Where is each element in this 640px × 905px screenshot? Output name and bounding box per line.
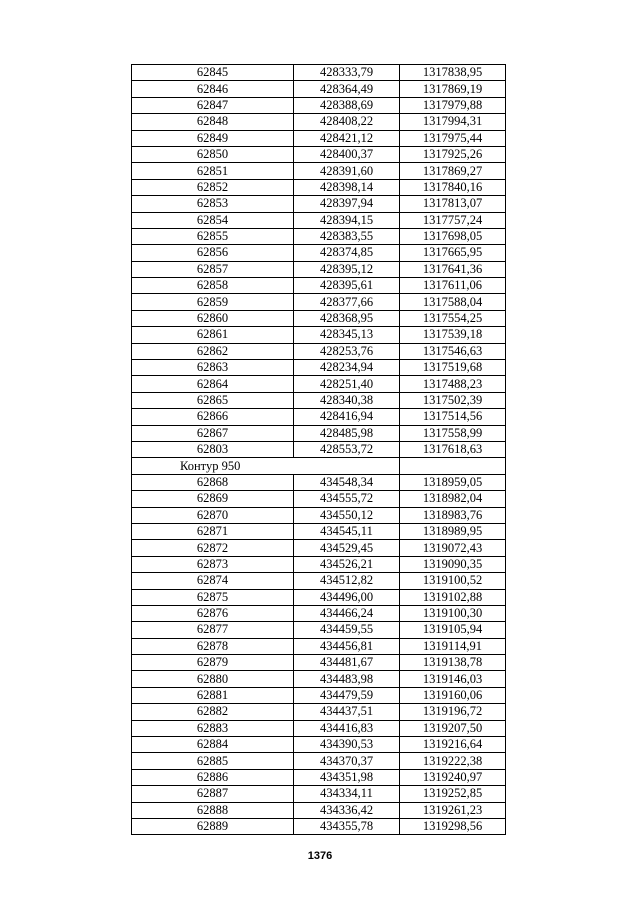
x-coordinate-cell: 428485,98	[294, 425, 400, 441]
x-coordinate-cell: 428368,95	[294, 310, 400, 326]
x-coordinate-cell: 434370,37	[294, 753, 400, 769]
x-coordinate-cell: 428364,49	[294, 81, 400, 97]
table-row	[132, 769, 506, 785]
x-coordinate-cell: 428398,14	[294, 179, 400, 195]
y-coordinate-cell: 1317519,68	[400, 360, 506, 376]
table-row	[132, 278, 506, 294]
table-row	[132, 163, 506, 179]
y-coordinate-cell: 1319222,38	[400, 753, 506, 769]
table-row	[132, 573, 506, 589]
y-coordinate-cell: 1319090,35	[400, 556, 506, 572]
table-row	[132, 294, 506, 310]
point-id-cell: 62855	[132, 228, 294, 244]
point-id-cell: 62852	[132, 179, 294, 195]
x-coordinate-cell: 428395,12	[294, 261, 400, 277]
y-coordinate-cell: 1319196,72	[400, 704, 506, 720]
x-coordinate-cell: 434416,83	[294, 720, 400, 736]
y-coordinate-cell: 1317698,05	[400, 228, 506, 244]
x-coordinate-cell: 434459,55	[294, 622, 400, 638]
y-coordinate-cell: 1318983,76	[400, 507, 506, 523]
point-id-cell: 62845	[132, 65, 294, 81]
point-id-cell: 62889	[132, 818, 294, 834]
point-id-cell: 62868	[132, 474, 294, 490]
y-coordinate-cell: 1319261,23	[400, 802, 506, 818]
point-id-cell: 62885	[132, 753, 294, 769]
table-row	[132, 786, 506, 802]
x-coordinate-cell: 428345,13	[294, 327, 400, 343]
table-row	[132, 409, 506, 425]
x-coordinate-cell: 434526,21	[294, 556, 400, 572]
y-coordinate-cell: 1317618,63	[400, 441, 506, 457]
y-coordinate-cell: 1317994,31	[400, 114, 506, 130]
point-id-cell: 62881	[132, 687, 294, 703]
y-coordinate-cell: 1319138,78	[400, 655, 506, 671]
y-coordinate-cell: 1317665,95	[400, 245, 506, 261]
y-coordinate-cell: 1317979,88	[400, 97, 506, 113]
table-row	[132, 146, 506, 162]
point-id-cell: 62867	[132, 425, 294, 441]
y-coordinate-cell: 1319102,88	[400, 589, 506, 605]
x-coordinate-cell: 434456,81	[294, 638, 400, 654]
point-id-cell: 62872	[132, 540, 294, 556]
x-coordinate-cell: 428374,85	[294, 245, 400, 261]
y-coordinate-cell: 1317840,16	[400, 179, 506, 195]
page-number: 1376	[307, 850, 333, 862]
y-coordinate-cell: 1318989,95	[400, 523, 506, 539]
y-coordinate-cell: 1319160,06	[400, 687, 506, 703]
x-coordinate-cell: 434481,67	[294, 655, 400, 671]
x-coordinate-cell: 434483,98	[294, 671, 400, 687]
x-coordinate-cell: 434529,45	[294, 540, 400, 556]
y-coordinate-cell: 1318959,05	[400, 474, 506, 490]
table-row	[132, 310, 506, 326]
x-coordinate-cell: 434550,12	[294, 507, 400, 523]
point-id-cell: 62848	[132, 114, 294, 130]
table-row	[132, 589, 506, 605]
y-coordinate-cell: 1317514,56	[400, 409, 506, 425]
table-row	[132, 179, 506, 195]
point-id-cell: 62858	[132, 278, 294, 294]
y-coordinate-cell: 1319100,52	[400, 573, 506, 589]
x-coordinate-cell: 428391,60	[294, 163, 400, 179]
point-id-cell: 62864	[132, 376, 294, 392]
table-row	[132, 376, 506, 392]
table-row	[132, 228, 506, 244]
point-id-cell: 62888	[132, 802, 294, 818]
y-coordinate-cell: 1319240,97	[400, 769, 506, 785]
table-row	[132, 327, 506, 343]
table-row	[132, 212, 506, 228]
y-coordinate-cell: 1319114,91	[400, 638, 506, 654]
x-coordinate-cell: 434479,59	[294, 687, 400, 703]
coordinates-table-body	[132, 65, 506, 835]
point-id-cell: 62874	[132, 573, 294, 589]
x-coordinate-cell: 434355,78	[294, 818, 400, 834]
point-id-cell: 62857	[132, 261, 294, 277]
point-id-cell: 62849	[132, 130, 294, 146]
point-id-cell: 62853	[132, 196, 294, 212]
y-coordinate-cell: 1318982,04	[400, 491, 506, 507]
y-coordinate-cell: 1319105,94	[400, 622, 506, 638]
table-row	[132, 737, 506, 753]
point-id-cell: 62871	[132, 523, 294, 539]
table-row	[132, 605, 506, 621]
table-row	[132, 556, 506, 572]
point-id-cell: 62863	[132, 360, 294, 376]
x-coordinate-cell: 428408,22	[294, 114, 400, 130]
coordinates-table	[131, 64, 506, 835]
y-coordinate-cell: 1319207,50	[400, 720, 506, 736]
x-coordinate-cell: 434351,98	[294, 769, 400, 785]
x-coordinate-cell: 428234,94	[294, 360, 400, 376]
table-row	[132, 360, 506, 376]
point-id-cell: 62862	[132, 343, 294, 359]
x-coordinate-cell: 434466,24	[294, 605, 400, 621]
table-row	[132, 441, 506, 457]
table-row	[132, 523, 506, 539]
x-coordinate-cell: 428395,61	[294, 278, 400, 294]
table-row	[132, 114, 506, 130]
x-coordinate-cell: 434555,72	[294, 491, 400, 507]
table-row	[132, 655, 506, 671]
section-label: Контур 950	[132, 458, 400, 474]
x-coordinate-cell: 428553,72	[294, 441, 400, 457]
table-row	[132, 261, 506, 277]
point-id-cell: 62887	[132, 786, 294, 802]
point-id-cell: 62875	[132, 589, 294, 605]
x-coordinate-cell: 434334,11	[294, 786, 400, 802]
point-id-cell: 62879	[132, 655, 294, 671]
y-coordinate-cell: 1317558,99	[400, 425, 506, 441]
point-id-cell: 62883	[132, 720, 294, 736]
y-coordinate-cell: 1319252,85	[400, 786, 506, 802]
table-row	[132, 704, 506, 720]
table-row	[132, 802, 506, 818]
x-coordinate-cell: 428394,15	[294, 212, 400, 228]
table-row	[132, 245, 506, 261]
y-coordinate-cell: 1317539,18	[400, 327, 506, 343]
point-id-cell: 62854	[132, 212, 294, 228]
y-coordinate-cell: 1319216,64	[400, 737, 506, 753]
point-id-cell: 62850	[132, 146, 294, 162]
point-id-cell: 62859	[132, 294, 294, 310]
table-row	[132, 622, 506, 638]
x-coordinate-cell: 434496,00	[294, 589, 400, 605]
x-coordinate-cell: 428421,12	[294, 130, 400, 146]
x-coordinate-cell: 428251,40	[294, 376, 400, 392]
y-coordinate-cell: 1317925,26	[400, 146, 506, 162]
x-coordinate-cell: 428388,69	[294, 97, 400, 113]
point-id-cell: 62884	[132, 737, 294, 753]
x-coordinate-cell: 434548,34	[294, 474, 400, 490]
point-id-cell: 62851	[132, 163, 294, 179]
y-coordinate-cell: 1317813,07	[400, 196, 506, 212]
point-id-cell: 62873	[132, 556, 294, 572]
y-coordinate-cell: 1317502,39	[400, 392, 506, 408]
point-id-cell: 62865	[132, 392, 294, 408]
y-coordinate-cell: 1317554,25	[400, 310, 506, 326]
point-id-cell: 62877	[132, 622, 294, 638]
point-id-cell: 62856	[132, 245, 294, 261]
point-id-cell: 62869	[132, 491, 294, 507]
y-coordinate-cell: 1317975,44	[400, 130, 506, 146]
table-row	[132, 507, 506, 523]
point-id-cell: 62846	[132, 81, 294, 97]
point-id-cell: 62886	[132, 769, 294, 785]
table-row	[132, 687, 506, 703]
point-id-cell: 62878	[132, 638, 294, 654]
table-row	[132, 196, 506, 212]
y-coordinate-cell: 1319298,56	[400, 818, 506, 834]
x-coordinate-cell: 434437,51	[294, 704, 400, 720]
point-id-cell: 62870	[132, 507, 294, 523]
point-id-cell: 62876	[132, 605, 294, 621]
point-id-cell: 62880	[132, 671, 294, 687]
table-row	[132, 130, 506, 146]
table-row	[132, 425, 506, 441]
y-coordinate-cell: 1317611,06	[400, 278, 506, 294]
table-row	[132, 720, 506, 736]
x-coordinate-cell: 434512,82	[294, 573, 400, 589]
x-coordinate-cell: 434390,53	[294, 737, 400, 753]
y-coordinate-cell: 1317488,23	[400, 376, 506, 392]
table-row	[132, 343, 506, 359]
point-id-cell: 62847	[132, 97, 294, 113]
y-coordinate-cell: 1317838,95	[400, 65, 506, 81]
point-id-cell: 62882	[132, 704, 294, 720]
point-id-cell: 62866	[132, 409, 294, 425]
y-coordinate-cell: 1317869,27	[400, 163, 506, 179]
y-coordinate-cell: 1319072,43	[400, 540, 506, 556]
y-coordinate-cell: 1317588,04	[400, 294, 506, 310]
y-coordinate-cell: 1317546,63	[400, 343, 506, 359]
table-row	[132, 671, 506, 687]
table-row	[132, 65, 506, 81]
x-coordinate-cell: 428333,79	[294, 65, 400, 81]
x-coordinate-cell: 434336,42	[294, 802, 400, 818]
x-coordinate-cell: 428397,94	[294, 196, 400, 212]
x-coordinate-cell: 428383,55	[294, 228, 400, 244]
table-row	[132, 638, 506, 654]
empty-cell	[400, 458, 506, 474]
y-coordinate-cell: 1317641,36	[400, 261, 506, 277]
point-id-cell: 62803	[132, 441, 294, 457]
table-row	[132, 491, 506, 507]
table-row	[132, 753, 506, 769]
table-row	[132, 81, 506, 97]
y-coordinate-cell: 1317757,24	[400, 212, 506, 228]
table-row	[132, 818, 506, 834]
point-id-cell: 62860	[132, 310, 294, 326]
point-id-cell: 62861	[132, 327, 294, 343]
x-coordinate-cell: 428253,76	[294, 343, 400, 359]
y-coordinate-cell: 1317869,19	[400, 81, 506, 97]
table-row	[132, 474, 506, 490]
x-coordinate-cell: 428340,38	[294, 392, 400, 408]
section-header-row	[132, 458, 506, 474]
y-coordinate-cell: 1319100,30	[400, 605, 506, 621]
x-coordinate-cell: 434545,11	[294, 523, 400, 539]
table-row	[132, 392, 506, 408]
table-row	[132, 97, 506, 113]
y-coordinate-cell: 1319146,03	[400, 671, 506, 687]
x-coordinate-cell: 428400,37	[294, 146, 400, 162]
x-coordinate-cell: 428416,94	[294, 409, 400, 425]
x-coordinate-cell: 428377,66	[294, 294, 400, 310]
table-row	[132, 540, 506, 556]
